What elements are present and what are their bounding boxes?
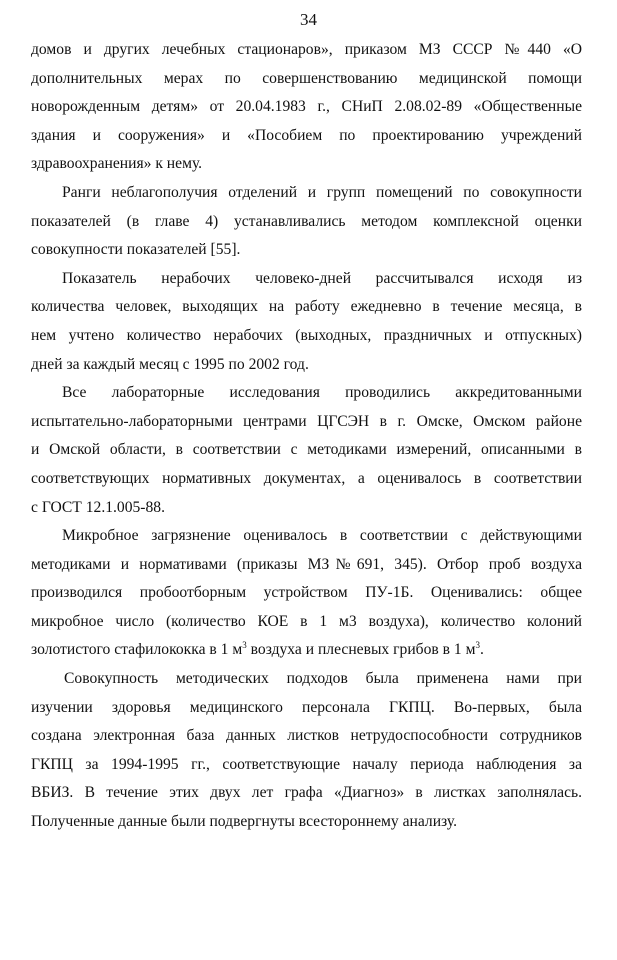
text-line: производился пробоотборным устройством ПУ-1Б. Оценивались: общее	[31, 584, 582, 602]
paragraph	[31, 36, 582, 179]
text-line: дней за каждый месяц с 1995 по 2002 год.	[31, 355, 309, 373]
text-line: изучении здоровья медицинского персонала ГКПЦ. Во-первых, была	[31, 698, 582, 716]
paragraph	[31, 522, 582, 665]
paragraph	[31, 179, 582, 265]
text-line: и Омской области, в соответствии с методиками измерений, описанными в	[31, 441, 582, 459]
document-body	[31, 36, 582, 837]
text-line	[31, 636, 582, 665]
text-line: новорожденным детям» от 20.04.1983 г., СНиП 2.08.02-89 «Общественные	[31, 98, 582, 116]
text-line: совокупности показателей [55].	[31, 241, 241, 259]
text-line: создана электронная база данных листков нетрудоспособности сотрудников	[31, 727, 582, 745]
superscript: 3	[475, 640, 480, 651]
text-line: дополнительных мерах по совершенствованию медицинской помощи	[31, 69, 582, 87]
paragraph	[31, 265, 582, 379]
paragraph	[31, 665, 582, 837]
text-line: Полученные данные были подвергнуты всестороннему анализу.	[31, 813, 458, 831]
text-line: здания и сооружения» и «Пособием по проектированию учреждений	[31, 126, 582, 144]
text-fragment: золотистого стафилококка в 1 м	[31, 641, 243, 659]
text-line: ВБИЗ. В течение этих двух лет графа «Диагноз» в листках заполнялась.	[31, 784, 582, 802]
page-number: 34	[300, 10, 317, 29]
text-line: здравоохранения» к нему.	[31, 155, 203, 173]
text-line: показателей (в главе 4) устанавливались методом комплексной оценки	[31, 212, 582, 230]
text-line: Совокупность методических подходов была применена нами при	[64, 670, 582, 688]
text-line: количества человек, выходящих на работу ежедневно в течение месяца, в	[31, 298, 582, 316]
paragraph	[31, 379, 582, 522]
text-line: ГКПЦ за 1994-1995 гг., соответствующие началу периода наблюдения за	[31, 755, 582, 773]
text-line: с ГОСТ 12.1.005-88.	[31, 498, 165, 516]
text-line: нем учтено количество нерабочих (выходных, праздничных и отпускных)	[31, 326, 582, 344]
text-line: микробное число (количество КОЕ в 1 м3 воздуха), количество колоний	[31, 612, 582, 630]
text-line: Показатель нерабочих человеко-дней рассчитывался исходя из	[62, 269, 582, 287]
text-fragment: воздуха и плесневых грибов в 1 м	[246, 641, 476, 659]
text-line: испытательно-лабораторными центрами ЦГСЭН в г. Омске, Омском районе	[31, 412, 582, 430]
text-line: Микробное загрязнение оценивалось в соответствии с действующими	[62, 527, 582, 545]
text-line: домов и других лечебных стационаров», приказом МЗ СССР №440 «О	[31, 41, 582, 58]
text-line: Все лабораторные исследования проводились аккредитованными	[62, 384, 582, 402]
text-line: соответствующих нормативных документах, а оценивалось в соответствии	[31, 469, 582, 487]
text-fragment: .	[479, 641, 484, 659]
text-line: методиками и нормативами (приказы МЗ№691, 345). Отбор проб воздуха	[31, 555, 582, 573]
superscript: 3	[242, 640, 247, 651]
text-line: Ранги неблагополучия отделений и групп помещений по совокупности	[62, 183, 582, 201]
